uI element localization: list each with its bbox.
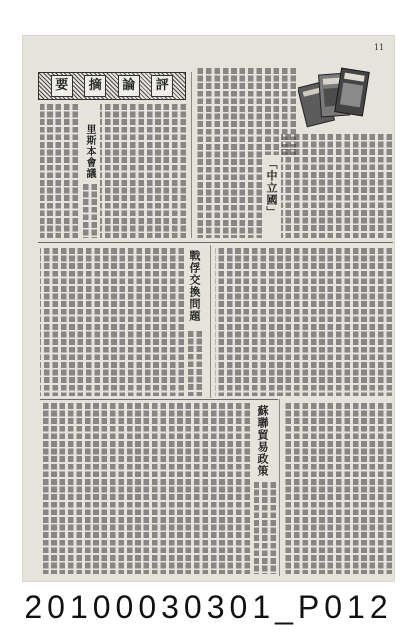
header-char: 摘 xyxy=(84,75,106,97)
body-text-block xyxy=(40,248,184,396)
body-text-block xyxy=(80,184,97,238)
file-caption: 20100030301_P012 xyxy=(24,589,393,625)
header-char: 要 xyxy=(51,75,73,97)
body-text-block xyxy=(40,104,78,238)
header-char: 論 xyxy=(118,75,140,97)
article-title-lisbon-conference: 里斯本會議 xyxy=(84,124,95,179)
body-text-block xyxy=(40,403,250,574)
column-divider xyxy=(279,399,280,576)
body-text-block xyxy=(254,482,276,574)
header-char: 評 xyxy=(151,75,173,97)
body-text-block xyxy=(187,331,202,396)
page-number: 11 xyxy=(374,43,385,52)
body-text-block xyxy=(215,248,392,396)
body-text-block xyxy=(281,134,392,238)
body-text-block xyxy=(100,104,186,238)
column-divider xyxy=(210,245,211,398)
article-title-pow-exchange: 戰俘交換問題 xyxy=(188,250,201,322)
body-text-block xyxy=(196,68,262,238)
article-title-soviet-trade-policy: 蘇聯貿易政策 xyxy=(256,405,269,477)
body-text-block xyxy=(283,403,392,574)
column-divider xyxy=(191,72,192,238)
magazine-stack-illustration xyxy=(298,64,370,130)
section-divider xyxy=(38,242,393,243)
section-divider xyxy=(40,399,278,400)
section-header-review-digest xyxy=(38,72,186,100)
scanned-page xyxy=(22,35,395,582)
article-title-neutral-nations: 「中立國」 xyxy=(265,158,278,218)
